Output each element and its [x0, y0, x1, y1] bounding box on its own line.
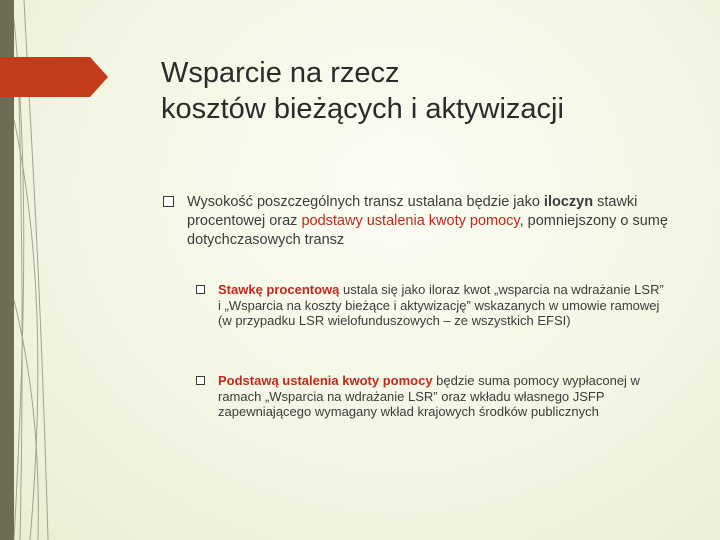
- sub-bullet-rate-lead: Stawkę procentową: [218, 282, 340, 297]
- sub-bullet-base: [196, 373, 666, 420]
- main-bullet: [163, 193, 683, 250]
- checkbox-bullet-icon: [196, 285, 205, 294]
- checkbox-bullet-icon: [196, 376, 205, 385]
- sub-bullet-rate-rest: ustala się jako iloraz kwot „wsparcia na wdrażanie LSR” i „Wsparcia na koszty bieżące i aktywizację” wskazanych w umowie ramowej (w przypadku LSR wielofunduszowych – ze wszystkich EFSI): [218, 282, 664, 328]
- main-bullet-highlight: podstawy ustalenia kwoty pomocy: [301, 213, 520, 229]
- main-bullet-part5: , pomniejszony o sumę dotychczasowych transz: [187, 213, 668, 248]
- checkbox-bullet-icon: [163, 196, 174, 207]
- title-marker-shape: [0, 57, 108, 97]
- slide-title: [161, 55, 681, 127]
- title-line-2: kosztów bieżących i aktywizacji: [161, 93, 564, 125]
- sub-bullet-rate-text: [218, 282, 666, 329]
- title-line-1: Wsparcie na rzecz: [161, 57, 400, 89]
- sub-bullet-base-rest: będzie suma pomocy wypłaconej w ramach „Wsparcia na wdrażanie LSR” oraz wkładu własnego JSFP zapewniającego wymagany wkład krajowych środków publicznych: [218, 373, 640, 419]
- main-bullet-part3: stawki procentowej oraz: [187, 194, 638, 229]
- main-bullet-bold-term: iloczyn: [543, 194, 594, 210]
- main-bullet-part1: Wysokość poszczególnych transz ustalana będzie jako: [187, 194, 544, 210]
- sub-bullet-base-lead: Podstawą ustalenia kwoty pomocy: [218, 373, 433, 388]
- sub-bullet-base-text: [218, 373, 666, 420]
- sub-bullet-rate: [196, 282, 666, 329]
- main-bullet-text: [187, 193, 683, 250]
